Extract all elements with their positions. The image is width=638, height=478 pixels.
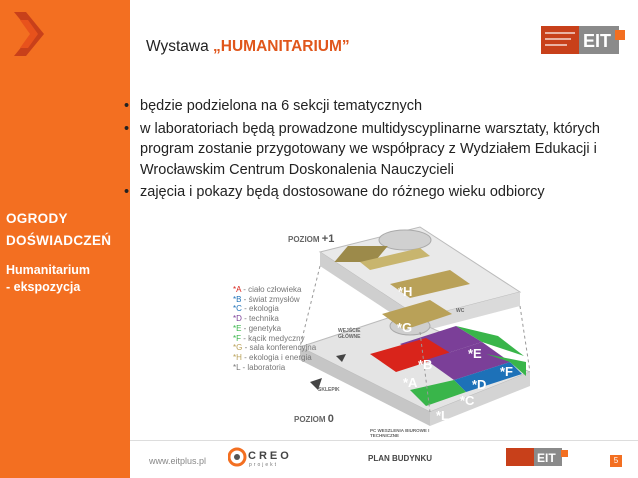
eit-logo-small (506, 448, 568, 466)
service-label: PC WESZLENIA BIUROWE I TECHNICZNE (370, 428, 430, 438)
legend-item: *A - ciało człowieka (233, 285, 302, 294)
svg-text:CREO: CREO (248, 450, 292, 462)
list-item: • będzie podzielona na 6 sekcji tematycznych (122, 96, 627, 117)
mark-a: *A (403, 375, 418, 390)
legend-item: *E - genetyka (233, 323, 282, 333)
level-top-label: POZIOM +1 (288, 233, 335, 245)
wc-label: WC (456, 308, 465, 314)
svg-text:projekt: projekt (249, 462, 279, 468)
section-title: OGRODY DOŚWIADCZEŃ (6, 211, 112, 248)
mark-h: *H (398, 284, 413, 299)
section-subtitle: Humanitarium - ekspozycja (6, 263, 91, 294)
plan-legend (233, 285, 316, 372)
legend-item: *G - sala konferencyjna (233, 343, 317, 353)
level-bottom-label: POZIOM 0 (294, 413, 334, 425)
list-item: • zajęcia i pokazy będą dostosowane do różnego wieku odbiorcy (122, 182, 627, 203)
list-item: • w laboratoriach będą prowadzone multidyscyplinarne warsztaty, których program zostanie przygotowany we współpracy z Wydziałem Edukacji i Wrocławskim Centrum Doskonalenia Nauczycieli (122, 119, 627, 181)
legend-item: *F - kącik medyczny (233, 333, 305, 343)
page-number: 5 (610, 455, 622, 467)
bullet-list (122, 96, 627, 205)
legend-item: *D - technika (233, 314, 279, 324)
svg-text:EIT: EIT (583, 31, 612, 51)
slide-title: Wystawa „HUMANITARIUM” (146, 38, 350, 55)
legend-item: *B - świat zmysłów (233, 294, 300, 304)
mark-b: *B (418, 357, 433, 372)
footer-divider (130, 440, 638, 441)
mark-f: *F (500, 364, 513, 379)
svg-text:EIT: EIT (537, 451, 556, 465)
mark-e: *E (468, 346, 482, 361)
creo-logo (228, 446, 303, 468)
sidebar (0, 0, 130, 478)
mark-g: *G (397, 320, 413, 335)
mark-d: *D (472, 377, 487, 392)
eit-logo (541, 26, 626, 54)
legend-item: *H - ekologia i energia (233, 352, 312, 362)
mark-l: *L (436, 408, 449, 423)
legend-item: *C - ekologia (233, 304, 279, 314)
plan-caption: PLAN BUDYNKU (368, 454, 432, 463)
legend-item: *L - laboratoria (233, 362, 286, 372)
shop-label: SKLEPIK (318, 387, 340, 393)
entrance-label: WEJŚCIE GŁÓWNE (338, 328, 361, 340)
chevron-right-icon (10, 10, 50, 58)
mark-c: *C (460, 393, 475, 408)
footer-url-link[interactable]: www.eitplus.pl (149, 456, 207, 466)
